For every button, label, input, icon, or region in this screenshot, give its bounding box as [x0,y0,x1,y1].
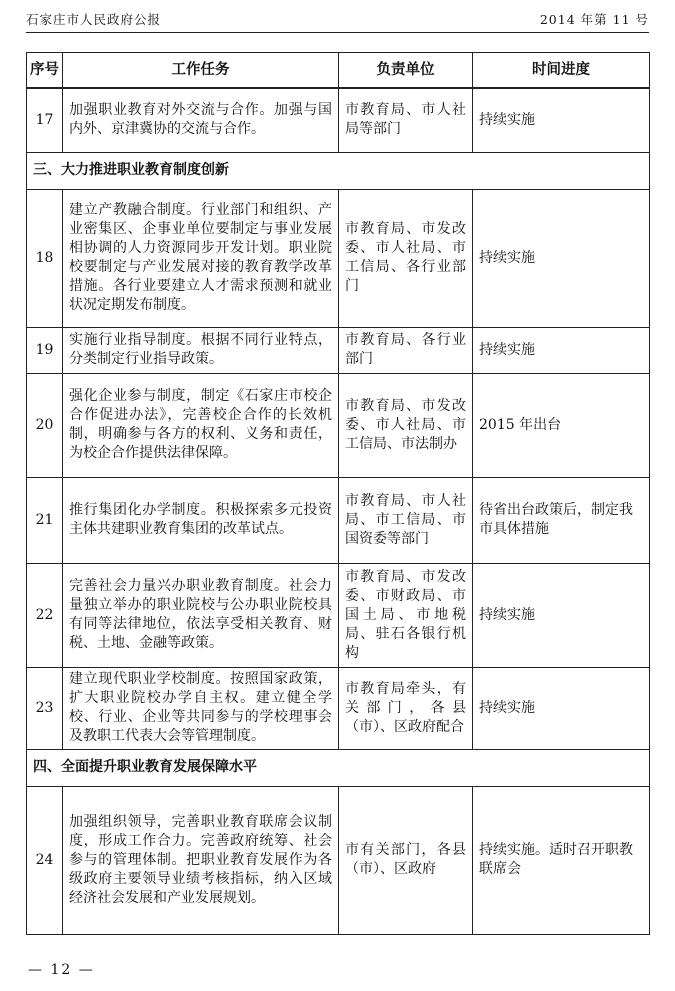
task-cell: 强化企业参与制度，制定《石家庄市校企合作促进办法》，完善校企合作的长效机制，明确参与各方的权利、义务和责任，为校企合作提供法律保障。 [63,373,339,477]
section-title: 三、大力推进职业教育制度创新 [27,152,650,189]
column-header-no: 序号 [27,53,63,89]
row-number: 23 [27,667,63,749]
unit-cell: 市教育局、各行业部门 [339,327,473,373]
row-number: 24 [27,786,63,934]
time-cell: 持续实施 [473,327,650,373]
task-cell: 加强组织领导，完善职业教育联席会议制度，形成工作合力。完善政府统筹、社会参与的管理体制。把职业教育发展作为各级政府主要领导业绩考核指标，纳入区域经济社会发展和产业发展规划。 [63,786,339,934]
task-cell: 加强职业教育对外交流与合作。加强与国内外、京津冀协的交流与合作。 [63,88,339,152]
time-cell: 持续实施。适时召开职教联席会 [473,786,650,934]
table-row [27,327,650,373]
publication-title: 石家庄市人民政府公报 [26,12,162,27]
unit-cell: 市教育局、市发改委、市人社局、市工信局、市法制办 [339,373,473,477]
unit-cell: 市教育局牵头，有关部门，各县（市）、区政府配合 [339,667,473,749]
table-row [27,88,650,152]
section-row [27,749,650,786]
section-title: 四、全面提升职业教育发展保障水平 [27,749,650,786]
row-number: 18 [27,189,63,327]
task-cell: 建立产教融合制度。行业部门和组织、产业密集区、企事业单位要制定与事业发展相协调的人力资源同步开发计划。职业院校要制定与产业发展对接的教育教学改革措施。各行业要建立人才需求预测和就业状况定期发布制度。 [63,189,339,327]
time-cell: 待省出台政策后，制定我市具体措施 [473,477,650,563]
time-cell: 持续实施 [473,189,650,327]
time-cell: 持续实施 [473,667,650,749]
issue-number: 2014 年第 11 号 [539,12,649,27]
table-header-row [27,53,650,89]
unit-cell: 市教育局、市人社局、市工信局、市国资委等部门 [339,477,473,563]
row-number: 17 [27,88,63,152]
task-cell: 完善社会力量兴办职业教育制度。社会力量独立举办的职业院校与公办职业院校具有同等法律地位，依法享受相关教育、财税、土地、金融等政策。 [63,563,339,667]
column-header-time: 时间进度 [473,53,650,89]
unit-cell: 市有关部门，各县（市）、区政府 [339,786,473,934]
task-cell: 推行集团化办学制度。积极探索多元投资主体共建职业教育集团的改革试点。 [63,477,339,563]
row-number: 20 [27,373,63,477]
unit-cell: 市教育局、市人社局等部门 [339,88,473,152]
task-table [26,52,650,935]
unit-cell: 市教育局、市发改委、市人社局、市工信局、各行业部门 [339,189,473,327]
column-header-unit: 负责单位 [339,53,473,89]
column-header-task: 工作任务 [63,53,339,89]
table-body [27,88,650,934]
table-row [27,786,650,934]
table-row [27,477,650,563]
table-row [27,373,650,477]
row-number: 21 [27,477,63,563]
section-row [27,152,650,189]
page-number: — 12 — [28,962,95,978]
running-header [26,6,649,33]
task-cell: 实施行业指导制度。根据不同行业特点，分类制定行业指导政策。 [63,327,339,373]
time-cell: 持续实施 [473,88,650,152]
time-cell: 持续实施 [473,563,650,667]
table-row [27,667,650,749]
time-cell: 2015 年出台 [473,373,650,477]
table-row [27,563,650,667]
row-number: 19 [27,327,63,373]
row-number: 22 [27,563,63,667]
unit-cell: 市教育局、市发改委、市财政局、市国土局、市地税局、驻石各银行机构 [339,563,473,667]
task-cell: 建立现代职业学校制度。按照国家政策，扩大职业院校办学自主权。建立健全学校、行业、企业等共同参与的学校理事会及教职工代表大会等管理制度。 [63,667,339,749]
table-row [27,189,650,327]
